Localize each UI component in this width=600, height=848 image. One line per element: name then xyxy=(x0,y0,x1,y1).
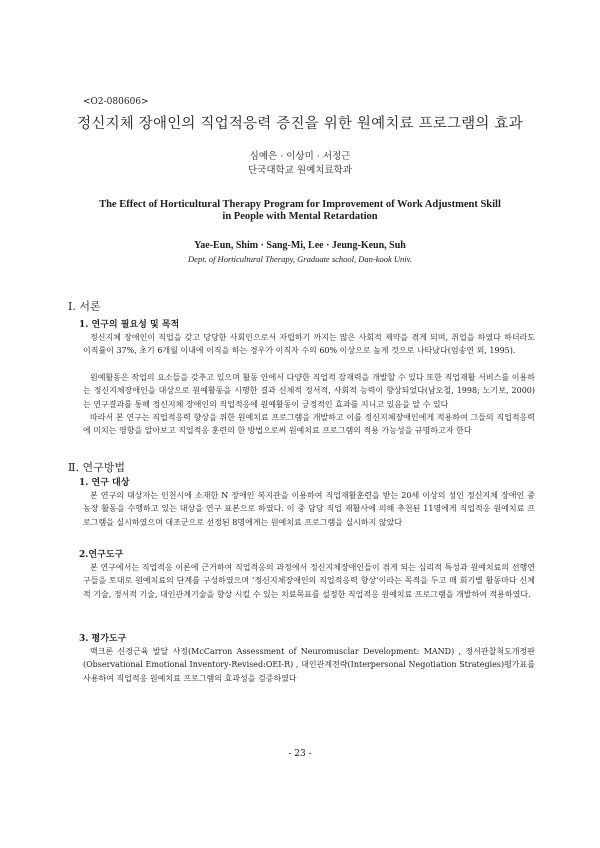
intro-subheading-1: 1. 연구의 필요성 및 목적 xyxy=(79,320,180,330)
english-affiliation: Dept. of Horticultural Therapy, Graduate school, Dan-kook Univ. xyxy=(188,254,412,264)
methods-paragraph-2: 본 연구에서는 직업적응 이론에 근거하여 직업적응의 과정에서 정신지체장애인들이 겪게 되는 심리적 특성과 원예치료의 선행연구들을 토대로 원예치료의 단계를 구성하였으며 ‘정신지체장애인의 직업적응력 향상’이라는 목적을 두고 매 회기별 활동마다 신체적 기술, 정서적 기술, 대인관계기술을 향상 시킬 수 있는 치료목표를 설정한 직업적응 원예치료 프로그램을 개발하여 적용하였다. xyxy=(83,563,535,599)
section-intro-heading: Ⅰ. 서론 xyxy=(68,300,101,313)
intro-paragraph-1: 정신지체 장애인이 직업을 갖고 당당한 사회인으로서 자립하기 까지는 많은 사회적 제약을 겪게 되며, 취업을 하였다 하더라도 이직률이 37%, 초기 6개월 이내에 이직을 하는 경우가 이직자 수의 60% 이상으로 높게 것으로 나타났다(엄송연 외, 1995). xyxy=(83,333,535,356)
paper-code: <O2-080606> xyxy=(83,97,149,107)
korean-title: 정신지체 장애인의 직업적응력 증진을 위한 원예치료 프로그램의 효과 xyxy=(77,116,523,132)
methods-subheading-1: 1. 연구 대상 xyxy=(79,478,130,488)
korean-authors: 심예은 · 이상미 · 서정근 xyxy=(249,151,351,162)
english-title-line1: The Effect of Horticultural Therapy Program for Improvement of Work Adjustment Skill xyxy=(99,199,501,210)
methods-paragraph-1: 본 연구의 대상자는 인천시에 소재한 N 장애인 복지관을 이용하여 직업재활훈련을 받는 20세 이상의 성인 정신지체 장애인 중 농장 활동을 수행하고 있는 대상을 연구 표본으로 하였다. 이 중 담당 직업 재활사에 의해 추천된 11명에게 직업적응 원예치료 프로그램을 실시하였으며 대조군으로 선정된 8명에게는 원예치료 프로그램을 실시하지 않았다 xyxy=(83,491,535,527)
section-methods-heading: Ⅱ. 연구방법 xyxy=(68,461,125,474)
intro-paragraph-3: 따라서 본 연구는 직업적응력 향상을 위한 원예치료 프로그램을 개발하고 이를 정신지체장애인에게 적용하여 그들의 직업적응력에 미치는 영향을 알아보고 직업적응 훈련의 한 방법으로써 원예치료 프로그램의 적용 가능성을 규명하고자 한다 xyxy=(83,413,535,436)
english-authors: Yae-Eun, Shim · Sang-Mi, Lee · Jeung-Keun, Suh xyxy=(194,240,406,251)
intro-paragraph-2: 원예활동은 작업의 요소들을 갖추고 있으며 활동 안에서 다양한 직업적 잠재력을 개발할 수 있다 또한 직업재활 서비스를 이용하는 정신지체장애인을 대상으로 원예활동을 시행한 결과 신체적 정서적, 사회적 능력이 향상되었다(남오철, 1998; 노기보, 2000)는 연구결과를 통해 정신지체 장애인의 직업적응에 원예활동이 긍정적인 효과를 지니고 있음을 알 수 있다 xyxy=(83,373,535,409)
methods-subheading-2: 2.연구도구 xyxy=(79,550,124,560)
page-number: - 23 - xyxy=(288,749,312,759)
english-title-line2: in People with Mental Retardation xyxy=(222,211,378,222)
methods-subheading-3: 3. 평가도구 xyxy=(79,634,127,644)
english-title xyxy=(60,199,540,223)
korean-affiliation: 단국대학교 원예치료학과 xyxy=(248,165,352,176)
methods-paragraph-3: 맥크론 신경근육 발달 사정(McCarron Assessment of Neuromusclar Development: MAND) , 정서관찰척도개정판(Observational Emotional Inventory-Revised:OEI-R) , 대인관계전략(Interpersonal Negotiation Strategies)평가표를 사용하여 직업적응 원예치료 프로그램의 효과성을 검증하였다 xyxy=(83,647,535,683)
